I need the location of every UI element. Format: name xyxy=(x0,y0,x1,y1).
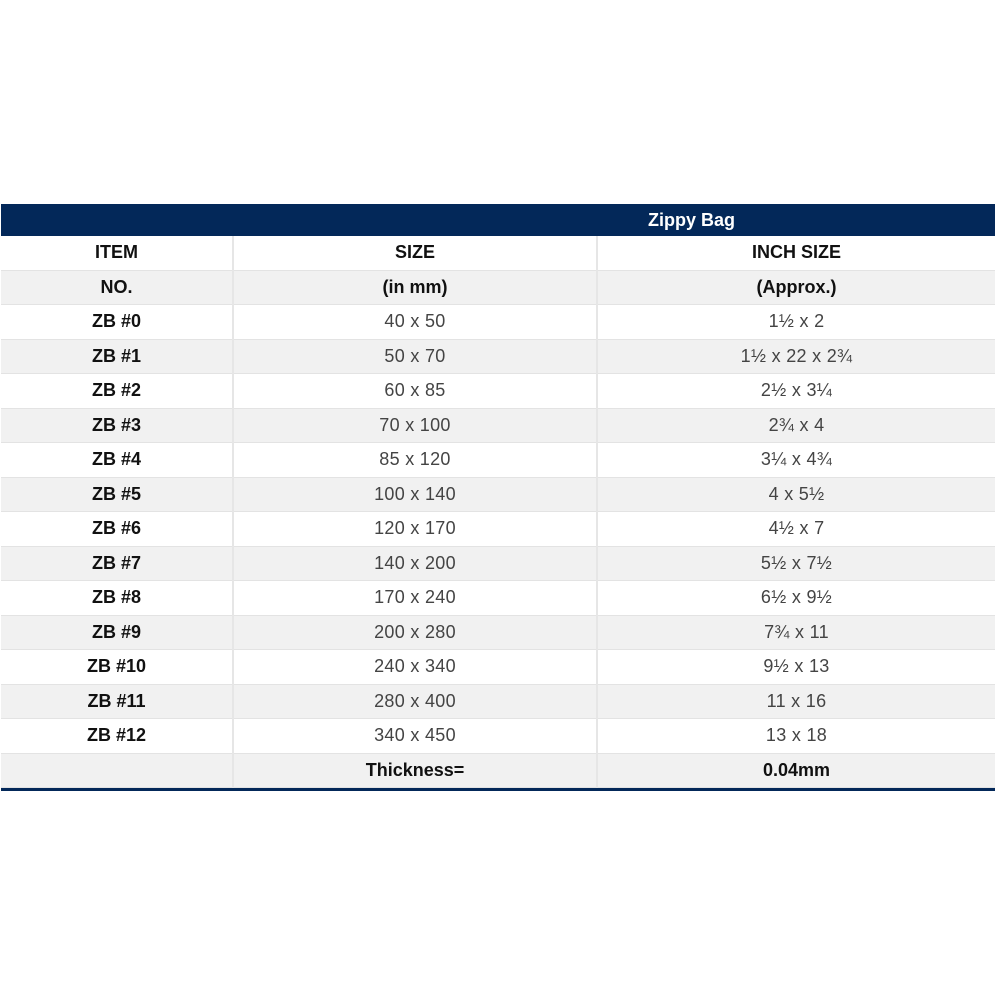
table-bottom-border xyxy=(1,788,995,791)
item-cell: ZB #7 xyxy=(1,546,233,581)
table-row xyxy=(1,581,995,616)
size-table xyxy=(1,204,995,788)
table-row xyxy=(1,443,995,478)
header-row-2 xyxy=(1,270,995,305)
item-cell: ZB #4 xyxy=(1,443,233,478)
inch-cell: 11 x 16 xyxy=(597,684,995,719)
item-cell: ZB #11 xyxy=(1,684,233,719)
inch-cell: 5½ x 7½ xyxy=(597,546,995,581)
size-cell: 60 x 85 xyxy=(233,374,597,409)
table-title-cell xyxy=(1,204,995,236)
header-row-1 xyxy=(1,236,995,270)
inch-cell: 2½ x 3¼ xyxy=(597,374,995,409)
item-cell: ZB #8 xyxy=(1,581,233,616)
table-row xyxy=(1,305,995,340)
inch-cell: 9½ x 13 xyxy=(597,650,995,685)
size-cell: 170 x 240 xyxy=(233,581,597,616)
table-body xyxy=(1,236,995,788)
table-row xyxy=(1,684,995,719)
size-cell: 340 x 450 xyxy=(233,719,597,754)
thickness-label: Thickness= xyxy=(233,753,597,788)
header-inch-size: INCH SIZE xyxy=(597,236,995,270)
table-title-row xyxy=(1,204,995,236)
size-cell: 100 x 140 xyxy=(233,477,597,512)
inch-cell: 1½ x 22 x 2¾ xyxy=(597,339,995,374)
size-cell: 140 x 200 xyxy=(233,546,597,581)
item-cell: ZB #0 xyxy=(1,305,233,340)
size-cell: 120 x 170 xyxy=(233,512,597,547)
table-row xyxy=(1,719,995,754)
table-row xyxy=(1,477,995,512)
size-cell: 40 x 50 xyxy=(233,305,597,340)
header-item: ITEM xyxy=(1,236,233,270)
inch-cell: 1½ x 2 xyxy=(597,305,995,340)
item-cell: ZB #5 xyxy=(1,477,233,512)
inch-cell: 2¾ x 4 xyxy=(597,408,995,443)
thickness-value: 0.04mm xyxy=(597,753,995,788)
item-cell: ZB #1 xyxy=(1,339,233,374)
item-cell: ZB #6 xyxy=(1,512,233,547)
size-cell: 240 x 340 xyxy=(233,650,597,685)
header-in-mm: (in mm) xyxy=(233,270,597,305)
table-row xyxy=(1,408,995,443)
item-cell: ZB #3 xyxy=(1,408,233,443)
size-cell: 200 x 280 xyxy=(233,615,597,650)
inch-cell: 13 x 18 xyxy=(597,719,995,754)
inch-cell: 4 x 5½ xyxy=(597,477,995,512)
inch-cell: 3¼ x 4¾ xyxy=(597,443,995,478)
inch-cell: 6½ x 9½ xyxy=(597,581,995,616)
inch-cell: 7¾ x 11 xyxy=(597,615,995,650)
table-row xyxy=(1,546,995,581)
thickness-row xyxy=(1,753,995,788)
size-cell: 70 x 100 xyxy=(233,408,597,443)
item-cell: ZB #9 xyxy=(1,615,233,650)
size-cell: 280 x 400 xyxy=(233,684,597,719)
header-no: NO. xyxy=(1,270,233,305)
item-cell: ZB #2 xyxy=(1,374,233,409)
item-cell: ZB #12 xyxy=(1,719,233,754)
table-row xyxy=(1,615,995,650)
footer-item-cell xyxy=(1,753,233,788)
size-cell: 50 x 70 xyxy=(233,339,597,374)
inch-cell: 4½ x 7 xyxy=(597,512,995,547)
table-row xyxy=(1,650,995,685)
table-title: Zippy Bag xyxy=(648,209,736,230)
table-row xyxy=(1,374,995,409)
zippy-bag-table xyxy=(1,204,995,791)
item-cell: ZB #10 xyxy=(1,650,233,685)
table-row xyxy=(1,339,995,374)
header-approx: (Approx.) xyxy=(597,270,995,305)
table-row xyxy=(1,512,995,547)
size-cell: 85 x 120 xyxy=(233,443,597,478)
header-size: SIZE xyxy=(233,236,597,270)
